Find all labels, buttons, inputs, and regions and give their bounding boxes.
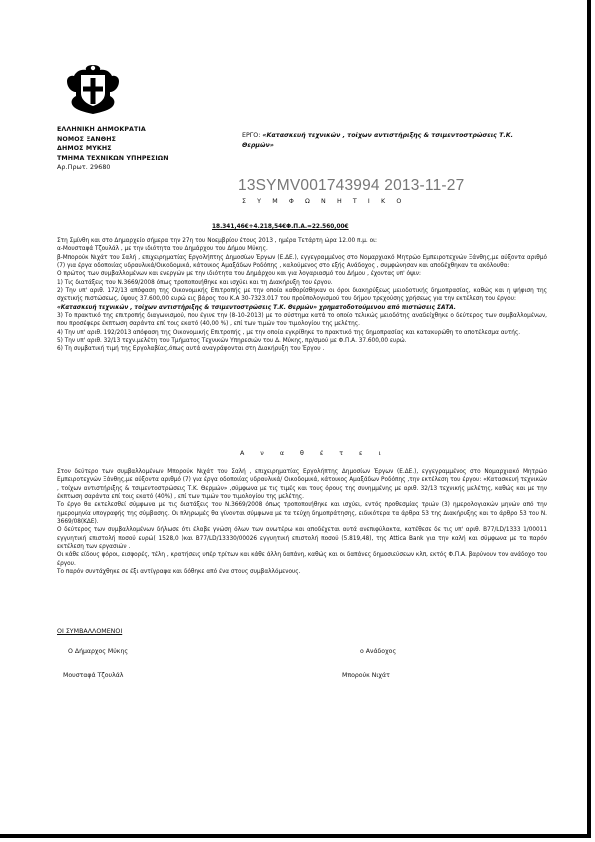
issuer-line: ΕΛΛΗΝΙΚΗ ΔΗΜΟΚΡΑΤΙΑ (57, 126, 146, 133)
contract-amounts: 18.341,46€+4.218,54€Φ.Π.Α.=22.560,00€ (212, 224, 349, 230)
project-subject (242, 131, 532, 150)
document-id: 13SYMV001743994 2013-11-27 (238, 177, 465, 194)
issuer-block (57, 125, 169, 173)
paragraph: Οι κάθε είδους φόροι, εισφορές, τέλη , κρατήσεις υπέρ τρίτων και κάθε άλλη δαπάνη, καθώς και οι δαπάνες δημοσιεύσεων κλπ, εκτός Φ.Π.Α. βαρύνουν τον ανάδοχο του έργου. (57, 552, 547, 567)
document-type: Σ Υ Μ Φ Ω Ν Η Τ Ι Κ Ο (242, 198, 406, 205)
paragraph: β-Μπορούκ Νιχάτ του Σαλή , επιχειρηματίας Εργολήπτης Δημοσίων Έργων (Ε.ΔΕ.), εγγεγραμμένος στο Νομαρχιακό Μητρώο Εμπειροτεχνών Ξάνθης,με αύξοντα αριθμό (7) για έργα οδοποιίας υδραυλικά/Οικοδομικά, κάτοικος Αμαξάδων Ροδόπης , καλούμενος στο εξής Ανάδοχος , συμφώνησαν και αποδέχθηκαν τα ακόλουθα: (57, 254, 547, 270)
paragraph: α-Μουσταφά Τζουλάλ , με την ιδιότητα του Δημάρχου του Δήμου Μύκης. (57, 246, 268, 253)
subject-label: ΕΡΓΟ: (242, 132, 261, 139)
paragraph: Το παρόν συντάχθηκε σε έξι αντίγραφα και δόθηκε από ένα στους συμβαλλόμενους. (57, 569, 301, 576)
contractor-name: Μπορούκ Νιχάτ (342, 672, 390, 679)
mayor-name: Μουσταφά Τζουλάλ (63, 672, 124, 679)
preamble-text (57, 237, 547, 354)
paragraph: Το έργο θα εκτελεσθεί σύμφωνα με τις διατάξεις του Ν.3669/2008 όπως τροποποιήθηκε και ισχύει, εντός προθεσμίας τριών (3) ημερολογιακών μηνών από την ημερομηνία υπογραφής της σύμβασης. Οι πληρωμές θα γίνονται σύμφωνα με τα τεύχη δημοπράτησης, ειδικότερα τα άρθρα 53 της Διακήρυξης και το άρθρο 53 του Ν. 3669/08(ΚΔΕ). (57, 502, 547, 526)
paragraph: 4) Την υπ' αριθ. 192/2013 απόφαση της Οικονομικής Επιτροπής , με την οποία εγκρίθηκε το πρακτικό της δημοπρασίας και κατακυρώθη το αποτέλεσμα αυτής. (57, 329, 521, 336)
issuer-line: ΤΜΗΜΑ ΤΕΧΝΙΚΩΝ ΥΠΗΡΕΣΙΩΝ (57, 154, 169, 162)
subject-title: «Κατασκευή τεχνικών , τοίχων αντιστήριξης & τσιμεντοστρώσεις Τ.Κ. Θερμών» (242, 132, 514, 149)
paragraph: Ο πρώτος των συμβαλλομένων και ενεργών με την ιδιότητα του Δημάρχου και για λογαριασμό του Δήμου , έχοντας υπ' όψιν: (57, 271, 421, 278)
assignment-heading: Α ν α θ έ τ ε ι (240, 450, 388, 457)
paragraph: Ο δεύτερος των συμβαλλομένων δήλωσε ότι έλαβε γνώση όλων των ανωτέρω και αποδέχεται αυτά ανεπιφύλακτα, κατέθεσε δε τις υπ' αριθ. B77/LD/1333 1/00011 εγγυητική επιστολή ποσού ευρώ( 1528,0 )και B77/LD/13330/00026 εγγυητική επιστολή ποσού (5.819,48), της Attica Bank για την καλή και σύμφωνα με τα παρόν εκτέλεση των εργασιών . (57, 527, 547, 551)
signatories-title: ΟΙ ΣΥΜΒΑΛΛΟΜΕΝΟΙ (57, 628, 123, 635)
issuer-line: ΝΟΜΟΣ ΞΑΝΘΗΣ (57, 135, 116, 143)
paragraph: Στον δεύτερο των συμβαλλομένων Μπορούκ Νιχάτ του Σαλή , επιχειρηματίας Εργολήπτης Δημοσίων Έργων (Ε.ΔΕ.), εγγεγραμμένος στο Νομαρχιακό Μητρώο Εμπειροτεχνών Ξάνθης,με αύξοντα αριθμό (7) για έργα οδοποιίας υδραυλικά/ Οικοδομικά, κάτοικος Αμαξάδων Ροδόπης ,την εκτέλεση του έργου: «Κατασκευή τεχνικών , τοίχων αντιστήριξης & τσιμεντοστρώσεις Τ.Κ. Θερμών» ,σύμφωνα με τις τιμές και τους όρους της συνημμένης με αριθ. 32/13 τεχνικής μελέτης, καθώς και με την έκπτωση σαράντα επί τοις εκατό (40%) , επί των τιμών του τιμολογίου της μελέτης. (57, 469, 547, 501)
mayor-role: Ο Δήμαρχος Μύκης (68, 648, 129, 655)
greek-coat-of-arms-icon (62, 62, 124, 118)
paragraph: «Κατασκευή τεχνικών , τοίχων αντιστήριξης & τσιμεντοστρώσεις Τ.Κ. Θερμών» χρηματοδοτούμενου από πιστώσεις ΣΑΤΑ. (57, 304, 456, 311)
paragraph: 5) Την υπ' αριθ. 32/13 τεχν.μελέτη του Τμήματος Τεχνικών Υπηρεσιών του Δ. Μύκης, πρ/σμού με Φ.Π.Α. 37.600,00 ευρώ. (57, 338, 407, 345)
protocol-number: Αρ.Πρωτ. 29680 (57, 164, 111, 172)
paragraph: 6) Τη συμβατική τιμή της Εργολαβίας,όπως αυτά αναγράφονται στη Διακήρυξη του Έργου . (57, 346, 325, 353)
paragraph: 3) Το πρακτικό της επιτροπής διαγωνισμού, που έγινε την (8-10-2013) με το σύστημα κατά το οποίο τελικώς μειοδότης αναδείχθηκε ο δεύτερος των συμβαλλομένων, που προσέφερε έκπτωση σαράντα επί τοις εκατό (40,00 %) , επί των τιμών του τιμολογίου της μελέτης. (57, 313, 547, 328)
assignment-text (57, 468, 547, 576)
paragraph: 1) Τις διατάξεις του Ν.3669/2008 όπως τροποποιήθηκε και ισχύει και τη Διακήρυξη του έργου. (57, 279, 333, 286)
paragraph: Στη Σμίνθη και στο Δημαρχείο σήμερα την 27η του Νοεμβρίου έτους 2013 , ημέρα Τετάρτη ώρα 12.00 π.μ. οι: (57, 238, 377, 244)
paragraph: 2) Την υπ' αριθ. 172/13 απόφαση της Οικονομικής Επιτροπής με την οποία καθορίσθηκαν οι όροι διακηρύξεως μειοδοτικής δημοπρασίας, καθώς και η ψήφιση της σχετικής πιστώσεως, ύψους 37.600,00 ευρώ εις βάρος του Κ.Α 30-7323.017 του προϋπολογισμού του δήμου τρεχούσης χρήσεως για την εκτέλεση του έργου: (57, 288, 547, 303)
issuer-line: ΔΗΜΟΣ ΜΥΚΗΣ (57, 145, 112, 153)
contractor-role: ο Ανάδοχος (360, 648, 397, 655)
